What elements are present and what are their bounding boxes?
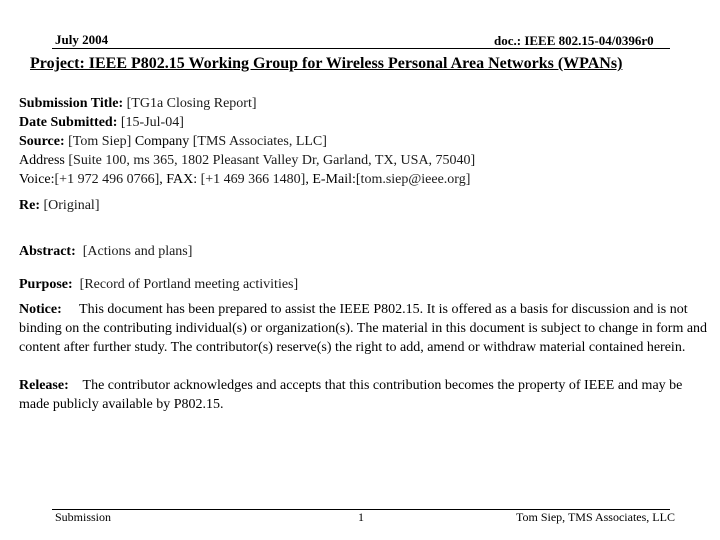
source-name: [Tom Siep] — [68, 134, 132, 149]
release-text: The contributor acknowledges and accepts that this contribution becomes the property of IEEE and may be made publicly available by P802.15. — [19, 378, 683, 412]
notice-paragraph — [19, 300, 713, 357]
footer-page-number: 1 — [358, 510, 364, 524]
date-submitted-label: Date Submitted: — [19, 115, 118, 130]
footer-author: Tom Siep, TMS Associates, LLC — [516, 510, 675, 524]
re-line — [19, 196, 99, 215]
source-line — [19, 132, 327, 151]
abstract-label: Abstract: — [19, 244, 76, 259]
address-value: [Suite 100, ms 365, 1802 Pleasant Valley Dr, Garland, TX, USA, 75040] — [68, 153, 476, 168]
project-title: Project: IEEE P802.15 Working Group for Wireless Personal Area Networks (WPANs) — [30, 55, 623, 72]
fax-value: [+1 469 366 1480] — [200, 172, 306, 187]
header-doc-id: doc.: IEEE 802.15-04/0396r0 — [494, 33, 654, 48]
submission-title-label: Submission Title: — [19, 96, 124, 111]
purpose-label: Purpose: — [19, 277, 73, 292]
notice-label: Notice: — [19, 302, 62, 317]
notice-text: This document has been prepared to assist the IEEE P802.15. It is offered as a basis for discussion and is not binding on the contributing individual(s) or organization(s). The material in this document is subject to change in form and content after further study. The contributor(s) reserve(s) the right to add, amend or withdraw material contained herein. — [19, 302, 708, 355]
abstract-line — [19, 242, 192, 261]
abstract-value: [Actions and plans] — [82, 244, 193, 259]
purpose-line — [19, 275, 298, 294]
company-value: [TMS Associates, LLC] — [192, 134, 327, 149]
fax-label: , FAX: — [159, 172, 198, 187]
header-date: July 2004 — [55, 32, 109, 47]
date-submitted-line — [19, 113, 184, 132]
company-label: Company — [134, 134, 190, 149]
source-label: Source: — [19, 134, 65, 149]
header-divider — [52, 48, 670, 49]
email-label: , E-Mail: — [305, 172, 356, 187]
release-paragraph — [19, 376, 713, 414]
re-value: [Original] — [43, 198, 100, 213]
footer-submission: Submission — [55, 510, 112, 524]
voice-label: Voice: — [19, 172, 55, 187]
date-submitted-value: [15-Jul-04] — [120, 115, 184, 130]
release-label: Release: — [19, 378, 69, 393]
email-value: [tom.siep@ieee.org] — [355, 172, 471, 187]
voice-value: [+1 972 496 0766] — [54, 172, 160, 187]
address-line — [19, 151, 475, 170]
contact-line — [19, 170, 470, 189]
re-label: Re: — [19, 198, 40, 213]
address-label: Address — [19, 153, 65, 168]
purpose-value: [Record of Portland meeting activities] — [79, 277, 299, 292]
submission-title-value: [TG1a Closing Report] — [126, 96, 257, 111]
submission-title-line — [19, 94, 257, 113]
